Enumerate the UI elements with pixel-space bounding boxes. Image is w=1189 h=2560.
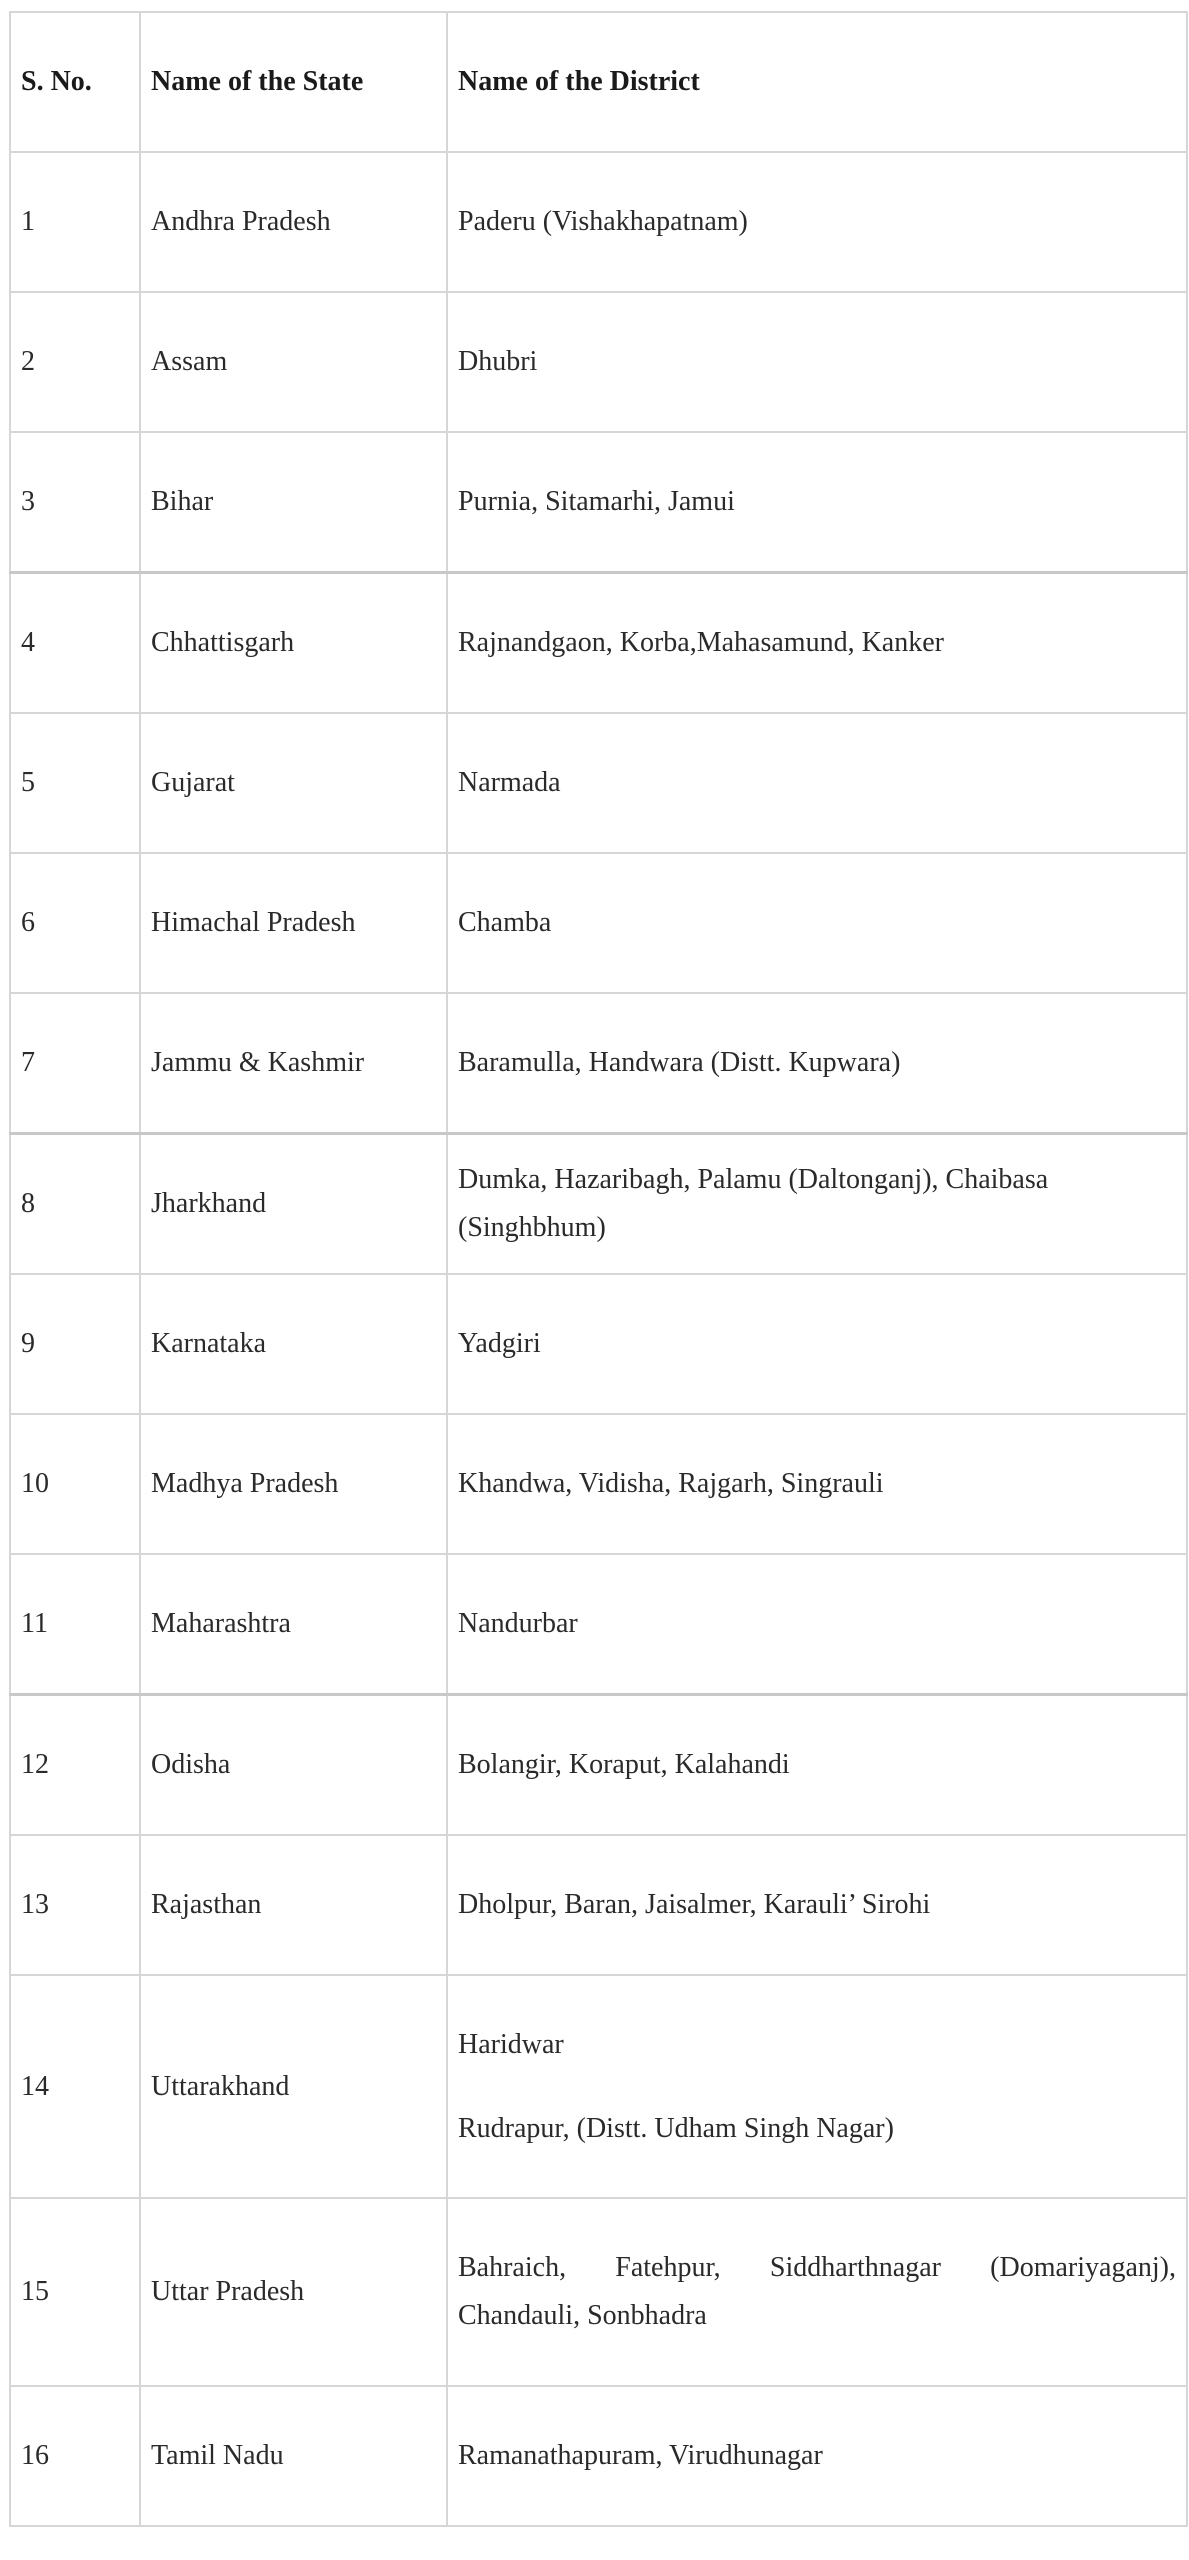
- cell-sno: 3: [10, 432, 140, 573]
- table-row: [10, 573, 1187, 714]
- cell-sno: 5: [10, 713, 140, 853]
- cell-district: Yadgiri: [447, 1274, 1187, 1414]
- cell-district: Narmada: [447, 713, 1187, 853]
- cell-state: Madhya Pradesh: [140, 1414, 447, 1554]
- cell-sno: 1: [10, 152, 140, 292]
- district-line: Haridwar: [458, 2028, 564, 2060]
- table-row: [10, 1134, 1187, 1275]
- header-sno: S. No.: [10, 12, 140, 152]
- cell-district: Rajnandgaon, Korba,Mahasamund, Kanker: [447, 573, 1187, 714]
- cell-state: Uttar Pradesh: [140, 2198, 447, 2386]
- table-row: [10, 1975, 1187, 2198]
- cell-state: Tamil Nadu: [140, 2386, 447, 2526]
- districts-table: [9, 11, 1188, 2527]
- cell-district: Bahraich, Fatehpur, Siddharthnagar (Domariyaganj), Chandauli, Sonbhadra: [447, 2198, 1187, 2386]
- cell-state: Andhra Pradesh: [140, 152, 447, 292]
- table-row: [10, 993, 1187, 1134]
- cell-state: Odisha: [140, 1695, 447, 1836]
- table-row: [10, 2386, 1187, 2526]
- cell-state: Chhattisgarh: [140, 573, 447, 714]
- table-row: [10, 1274, 1187, 1414]
- cell-district: Purnia, Sitamarhi, Jamui: [447, 432, 1187, 573]
- cell-district: Dhubri: [447, 292, 1187, 432]
- cell-district: Baramulla, Handwara (Distt. Kupwara): [447, 993, 1187, 1134]
- cell-sno: 9: [10, 1274, 140, 1414]
- cell-state: Uttarakhand: [140, 1975, 447, 2198]
- cell-sno: 13: [10, 1835, 140, 1975]
- cell-state: Jharkhand: [140, 1134, 447, 1275]
- cell-sno: 8: [10, 1134, 140, 1275]
- cell-sno: 14: [10, 1975, 140, 2198]
- cell-state: Karnataka: [140, 1274, 447, 1414]
- table-row: [10, 292, 1187, 432]
- cell-sno: 7: [10, 993, 140, 1134]
- cell-district: Bolangir, Koraput, Kalahandi: [447, 1695, 1187, 1836]
- cell-sno: 6: [10, 853, 140, 993]
- cell-district: Ramanathapuram, Virudhunagar: [447, 2386, 1187, 2526]
- table-body: [10, 152, 1187, 2526]
- cell-district: Paderu (Vishakhapatnam): [447, 152, 1187, 292]
- cell-district: Nandurbar: [447, 1554, 1187, 1695]
- cell-state: Rajasthan: [140, 1835, 447, 1975]
- table-header-row: [10, 12, 1187, 152]
- cell-sno: 10: [10, 1414, 140, 1554]
- cell-district: Dumka, Hazaribagh, Palamu (Daltonganj), Chaibasa (Singhbhum): [447, 1134, 1187, 1275]
- header-district: Name of the District: [447, 12, 1187, 152]
- cell-state: Himachal Pradesh: [140, 853, 447, 993]
- cell-sno: 4: [10, 573, 140, 714]
- cell-state: Gujarat: [140, 713, 447, 853]
- cell-state: Maharashtra: [140, 1554, 447, 1695]
- cell-district: Chamba: [447, 853, 1187, 993]
- districts-table-container: [9, 11, 1186, 2527]
- cell-sno: 11: [10, 1554, 140, 1695]
- cell-district: Khandwa, Vidisha, Rajgarh, Singrauli: [447, 1414, 1187, 1554]
- table-row: [10, 1554, 1187, 1695]
- table-row: [10, 2198, 1187, 2386]
- table-row: [10, 152, 1187, 292]
- cell-state: Bihar: [140, 432, 447, 573]
- district-line: Rudrapur, (Distt. Udham Singh Nagar): [458, 2112, 894, 2144]
- table-row: [10, 1414, 1187, 1554]
- table-row: [10, 432, 1187, 573]
- cell-sno: 15: [10, 2198, 140, 2386]
- cell-state: Assam: [140, 292, 447, 432]
- cell-sno: 16: [10, 2386, 140, 2526]
- cell-district: [447, 1975, 1187, 2198]
- cell-state: Jammu & Kashmir: [140, 993, 447, 1134]
- cell-sno: 2: [10, 292, 140, 432]
- table-row: [10, 1695, 1187, 1836]
- table-row: [10, 853, 1187, 993]
- table-row: [10, 713, 1187, 853]
- cell-district: Dholpur, Baran, Jaisalmer, Karauli’ Sirohi: [447, 1835, 1187, 1975]
- header-state: Name of the State: [140, 12, 447, 152]
- table-row: [10, 1835, 1187, 1975]
- cell-sno: 12: [10, 1695, 140, 1836]
